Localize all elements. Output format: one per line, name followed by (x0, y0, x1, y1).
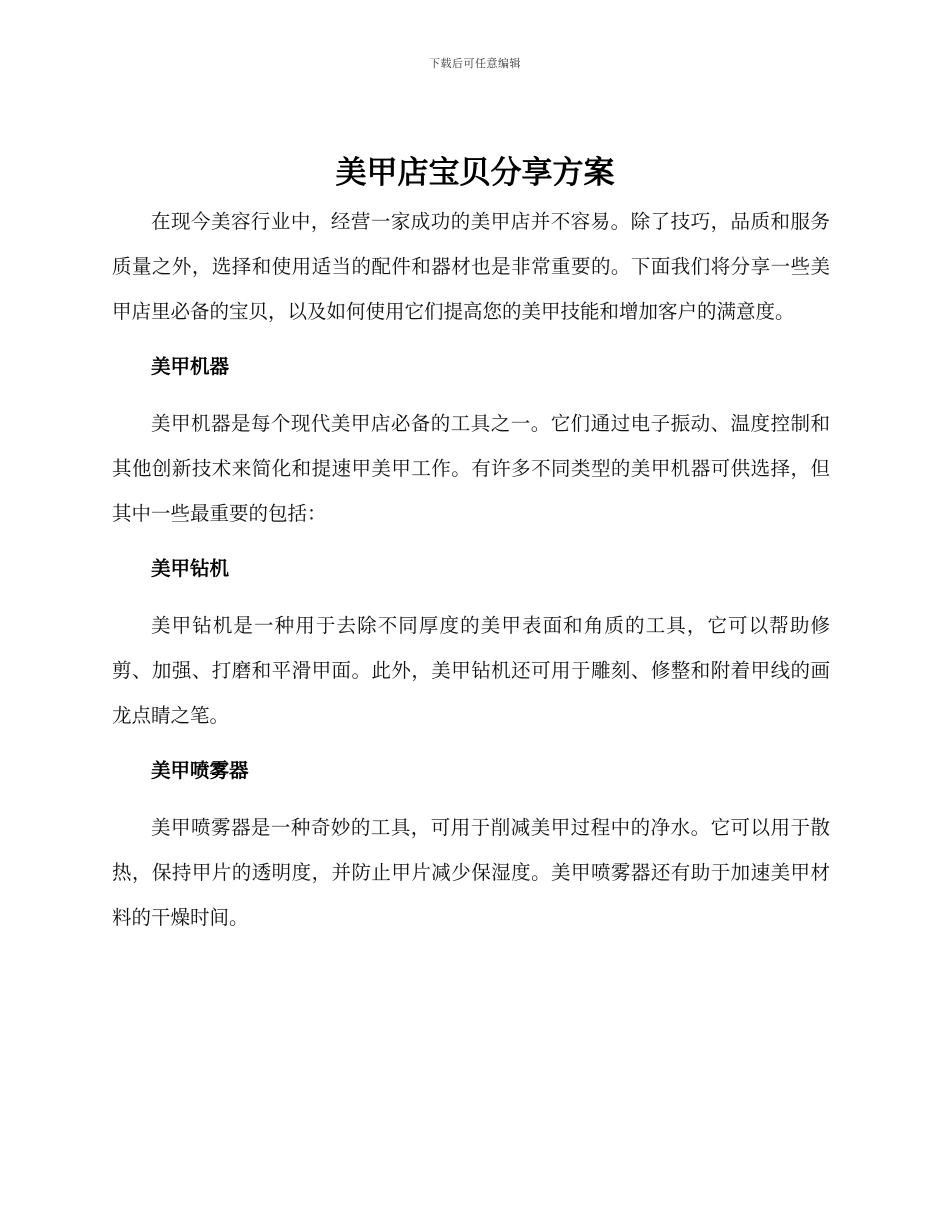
section-body-nail-sprayer: 美甲喷雾器是一种奇妙的工具，可用于削减美甲过程中的净水。它可以用于散热，保持甲片的透明度，并防止甲片减少保湿度。美甲喷雾器还有助于加速美甲材料的干燥时间。 (112, 816, 830, 929)
intro-paragraph: 在现今美容行业中，经营一家成功的美甲店并不容易。除了技巧，品质和服务质量之外，选择和使用适当的配件和器材也是非常重要的。下面我们将分享一些美甲店里必备的宝贝，以及如何使用它们提高您的美甲技能和增加客户的满意度。 (112, 210, 830, 323)
header-note: 下载后可任意编辑 (429, 57, 521, 70)
section-heading-nail-drill: 美甲钻机 (151, 557, 230, 580)
section-body-nail-machine: 美甲机器是每个现代美甲店必备的工具之一。它们通过电子振动、温度控制和其他创新技术来简化和提速甲美甲工作。有许多不同类型的美甲机器可供选择，但其中一些最重要的包括： (112, 412, 830, 525)
section-heading-nail-sprayer: 美甲喷雾器 (151, 759, 249, 782)
document-body (112, 199, 830, 940)
section-heading-nail-machine: 美甲机器 (151, 355, 230, 378)
document-title: 美甲店宝贝分享方案 (335, 155, 615, 191)
section-body-nail-drill: 美甲钻机是一种用于去除不同厚度的美甲表面和角质的工具，它可以帮助修剪、加强、打磨和平滑甲面。此外，美甲钻机还可用于雕刻、修整和附着甲线的画龙点睛之笔。 (112, 614, 830, 727)
